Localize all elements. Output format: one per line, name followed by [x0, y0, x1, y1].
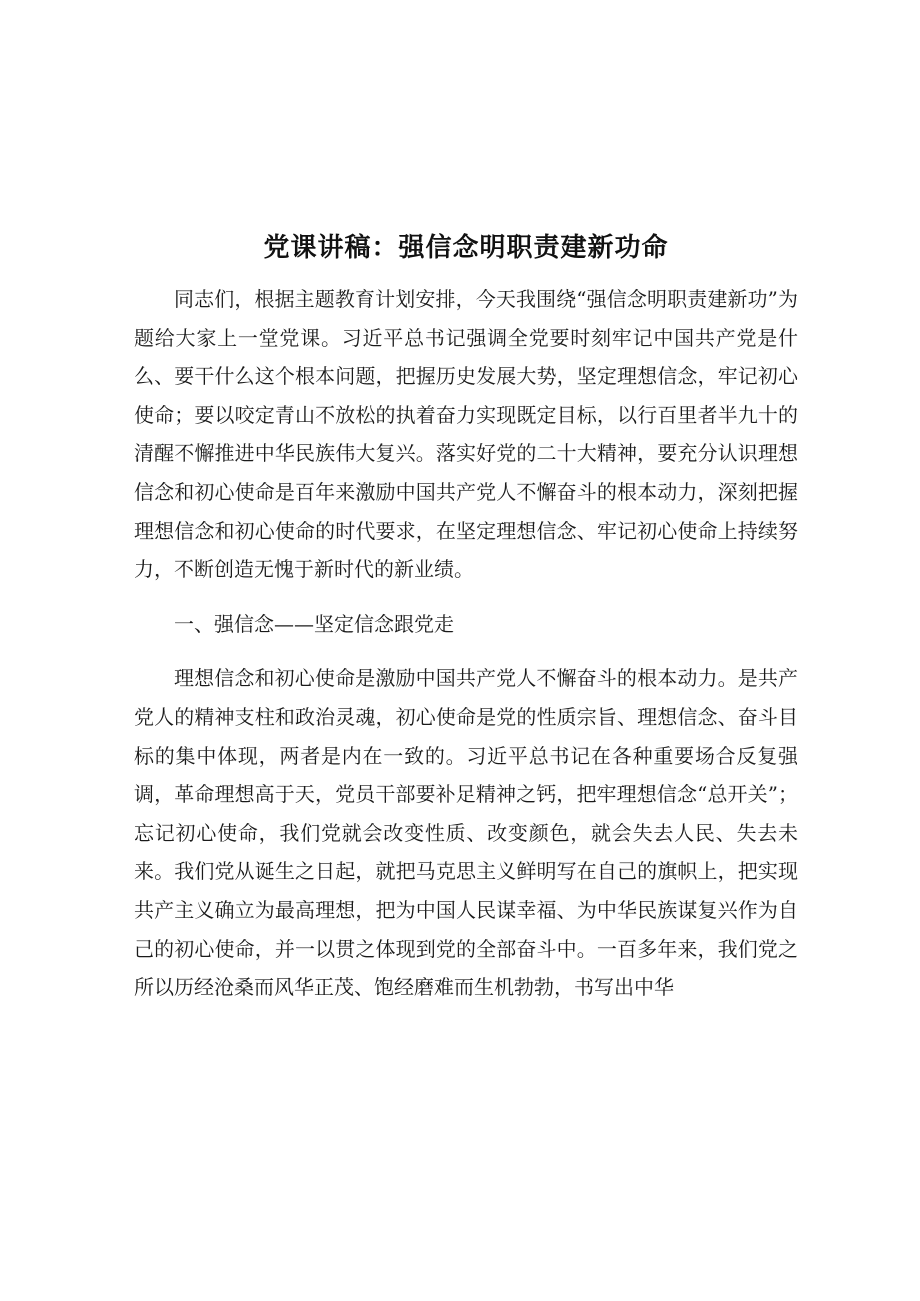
intro-paragraph: 同志们，根据主题教育计划安排，今天我围绕“强信念明职责建新功”为题给大家上一堂党课。习近平总书记强调全党要时刻牢记中国共产党是什么、要干什么这个根本问题，把握历史发展大势，坚定理想信念，牢记初心使命；要以咬定青山不放松的执着奋力实现既定目标，以行百里者半九十的清醒不懈推进中华民族伟大复兴。落实好党的二十大精神，要充分认识理想信念和初心使命是百年来激励中国共产党人不懈奋斗的根本动力，深刻把握理想信念和初心使命的时代要求，在坚定理想信念、牢记初心使命上持续努力，不断创造无愧于新时代的新业绩。 — [134, 287, 798, 582]
document-body — [134, 228, 798, 1007]
section-heading-1: 一、强信念——坚定信念跟党走 — [174, 611, 454, 636]
document-title: 党课讲稿：强信念明职责建新功命 — [263, 233, 669, 263]
section-1-paragraph: 理想信念和初心使命是激励中国共产党人不懈奋斗的根本动力。是共产党人的精神支柱和政治灵魂，初心使命是党的性质宗旨、理想信念、奋斗目标的集中体现，两者是内在一致的。习近平总书记在各种重要场合反复强调，革命理想高于天，党员干部要补足精神之钙，把牢理想信念“总开关”；忘记初心使命，我们党就会改变性质、改变颜色，就会失去人民、失去未来。我们党从诞生之日起，就把马克思主义鲜明写在自己的旗帜上，把实现共产主义确立为最高理想，把为中国人民谋幸福、为中华民族谋复兴作为自己的初心使命，并一以贯之体现到党的全部奋斗中。一百多年来，我们党之所以历经沧桑而风华正茂、饱经磨难而生机勃勃，书写出中华 — [134, 666, 798, 1000]
